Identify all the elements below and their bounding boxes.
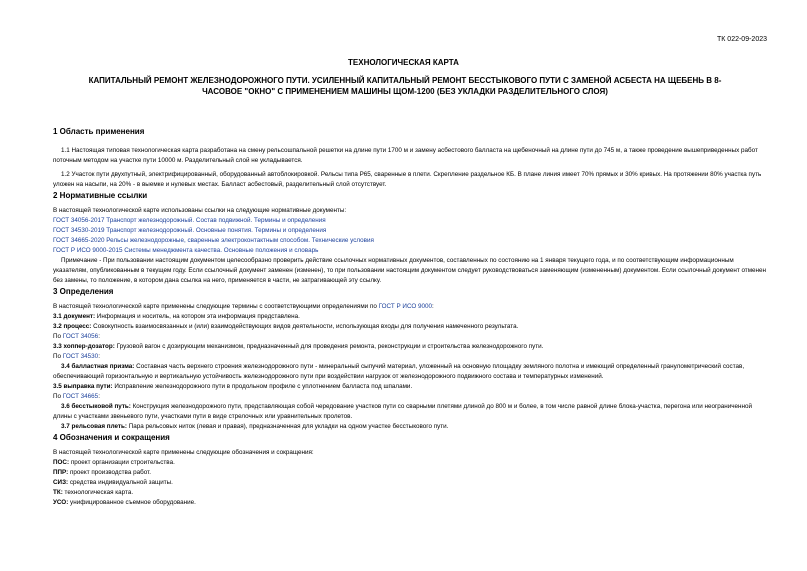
gost-34530-link[interactable]: ГОСТ 34530 bbox=[62, 353, 99, 360]
source-prefix: По bbox=[53, 353, 63, 360]
abbreviation: УСО: bbox=[53, 499, 69, 506]
definition-text: Исправление железнодорожного пути в продольном профиле с уплотнением балласта под шпалами. bbox=[112, 383, 413, 390]
abbreviation-text: проект организации строительства. bbox=[69, 459, 175, 466]
abbreviation-item bbox=[53, 498, 768, 508]
reference-link[interactable]: ГОСТ 34665-2020 Рельсы железнодорожные, сваренные электроконтактным способом. Технические условия bbox=[53, 237, 374, 244]
abbreviation: ППР: bbox=[53, 469, 69, 476]
source-end: : bbox=[98, 353, 100, 360]
source-gost-34665 bbox=[53, 392, 768, 402]
abbreviation-item bbox=[53, 468, 768, 478]
abbreviation-text: средства индивидуальной защиты. bbox=[68, 479, 173, 486]
section-3-intro bbox=[53, 302, 768, 312]
definition-term: 3.2 процесс: bbox=[53, 323, 92, 330]
abbreviation-text: проект производства работ. bbox=[68, 469, 151, 476]
definition-text: Совокупность взаимосвязанных и (или) взаимодействующих видов деятельности, использующая входы для получения намеченного результата. bbox=[91, 323, 519, 330]
source-gost-34530 bbox=[53, 352, 768, 362]
section-1-heading: 1 Область применения bbox=[53, 127, 145, 136]
definition-text: Составная часть верхнего строения железнодорожного пути - минеральный сыпучий материал, уложенный на основную площадку земляного полотна и имеющий определенный гранулометрический состав, обеспечивающий горизонтальную и вертикальную устойчивость железнодорожного пути при воздействии нагрузок от железнодорожного подвижного состава и температурных изменений. bbox=[53, 363, 745, 380]
section-4-intro: В настоящей технологической карте применены следующие обозначения и сокращения: bbox=[53, 449, 314, 456]
abbreviation-item bbox=[53, 478, 768, 488]
definition-term: 3.7 рельсовая плеть: bbox=[61, 423, 127, 430]
gost-34056-link[interactable]: ГОСТ 34056 bbox=[62, 333, 99, 340]
section-2-intro: В настоящей технологической карте использованы ссылки на следующие нормативные документы: bbox=[53, 207, 347, 214]
definition-text: Пара рельсовых ниток (левая и правая), предназначенная для укладки на одном участке бесстыкового пути. bbox=[126, 423, 449, 430]
definition-3-1 bbox=[53, 312, 768, 322]
reference-link[interactable]: ГОСТ 34530-2019 Транспорт железнодорожный. Основные понятия. Термины и определения bbox=[53, 227, 327, 234]
section-4-heading: 4 Обозначения и сокращения bbox=[53, 433, 170, 442]
document-subtitle: КАПИТАЛЬНЫЙ РЕМОНТ ЖЕЛЕЗНОДОРОЖНОГО ПУТИ. УСИЛЕННЫЙ КАПИТАЛЬНЫЙ РЕМОНТ БЕССТЫКОВОГО ПУТИ С ЗАМЕНОЙ АСБЕСТА НА ЩЕБЕНЬ В 8-ЧАСОВОЕ "ОКНО" С ПРИМЕНЕНИЕМ МАШИНЫ ЩОМ-1200 (БЕЗ УКЛАДКИ РАЗДЕЛИТЕЛЬНОГО СЛОЯ) bbox=[88, 76, 722, 96]
definition-term: 3.5 выправка пути: bbox=[53, 383, 113, 390]
section-2-heading: 2 Нормативные ссылки bbox=[53, 191, 148, 200]
definition-3-6 bbox=[53, 402, 768, 422]
definition-term: 3.3 хоппер-дозатор: bbox=[53, 343, 115, 350]
definition-3-3 bbox=[53, 342, 768, 352]
document-body bbox=[53, 126, 768, 508]
abbreviation: ТК: bbox=[53, 489, 63, 496]
paragraph-1-2: 1.2 Участок пути двухпутный, электрифицированный, оборудованный автоблокировкой. Рельсы типа Р65, сваренные в плети. Скрепление раздельное КБ. В плане линия имеет 70% прямых и 30% кривых. На протяжении 80% участка путь уложен на насыпи, на 20% - в выемке и нулевых местах. Балласт асбестовый, разделительный слой отсутствует. bbox=[53, 171, 762, 188]
source-gost-34056 bbox=[53, 332, 768, 342]
intro-text: В настоящей технологической карте применены следующие термины с соответствующими определениями по bbox=[53, 303, 379, 310]
paragraph-1-1: 1.1 Настоящая типовая технологическая карта разработана на смену рельсошпальной решетки на длине пути 1700 м и замену асбестового балласта на щебеночный на длине пути до 745 м, а также проведение вышеприведенных работ поточным методом на участке пути 10000 м. Разделительный слой не укладывается. bbox=[53, 147, 758, 164]
abbreviation: ПОС: bbox=[53, 459, 70, 466]
abbreviation: СИЗ: bbox=[53, 479, 69, 486]
definition-3-4 bbox=[53, 362, 768, 382]
reference-link[interactable]: ГОСТ Р ИСО 9000-2015 Системы менеджмента качества. Основные положения и словарь bbox=[53, 247, 319, 254]
section-3-heading: 3 Определения bbox=[53, 287, 114, 296]
source-prefix: По bbox=[53, 393, 63, 400]
abbreviation-item bbox=[53, 458, 768, 468]
gost-34665-link[interactable]: ГОСТ 34665 bbox=[62, 393, 99, 400]
abbreviation-text: унифицированное съемное оборудование. bbox=[68, 499, 196, 506]
source-end: : bbox=[98, 393, 100, 400]
definition-3-2 bbox=[53, 322, 768, 332]
definition-text: Грузовой вагон с дозирующим механизмом, предназначенный для проведения ремонта, реконструкции и строительства железнодорожного пути. bbox=[114, 343, 544, 350]
definition-term: 3.4 балластная призма: bbox=[61, 363, 135, 370]
abbreviation-text: технологическая карта. bbox=[62, 489, 134, 496]
abbreviation-item bbox=[53, 488, 768, 498]
reference-link[interactable]: ГОСТ 34056-2017 Транспорт железнодорожный. Состав подвижной. Термины и определения bbox=[53, 217, 326, 224]
source-end: : bbox=[98, 333, 100, 340]
definition-text: Информация и носитель, на котором эта информация представлена. bbox=[95, 313, 300, 320]
source-prefix: По bbox=[53, 333, 63, 340]
iso-9000-link[interactable]: ГОСТ Р ИСО 9000 bbox=[378, 303, 433, 310]
intro-end: : bbox=[432, 303, 434, 310]
definition-term: 3.6 бесстыковой путь: bbox=[61, 403, 131, 410]
definition-3-5 bbox=[53, 382, 768, 392]
section-2-note: Примечание - При пользовании настоящим документом целесообразно проверить действие ссылочных нормативных документов, составленных по состоянию на 1 января текущего года, и по соответствующим информационным указателям, опубликованным в текущем году. Если ссылочный документ заменен (изменен), то при пользовании настоящим документом следует руководствоваться заменяющим (измененным) документом. Если ссылочный документ отменен без замены, то положение, в котором дана ссылка на него, применяется в части, не затрагивающей эту ссылку. bbox=[53, 257, 766, 284]
document-code: ТК 022-09-2023 bbox=[717, 36, 767, 43]
document-title: ТЕХНОЛОГИЧЕСКАЯ КАРТА bbox=[348, 58, 459, 67]
definition-text: Конструкция железнодорожного пути, представляющая собой чередование участков пути со сварными плетями длиной до 800 м и более, в том числе равной длине блока-участка, перегона или неограниченной длины с участками звеньевого пути, участками пути в виде стрелочных или уравнительных пролетов. bbox=[53, 403, 753, 420]
definition-term: 3.1 документ: bbox=[53, 313, 96, 320]
definition-3-7 bbox=[53, 422, 768, 432]
